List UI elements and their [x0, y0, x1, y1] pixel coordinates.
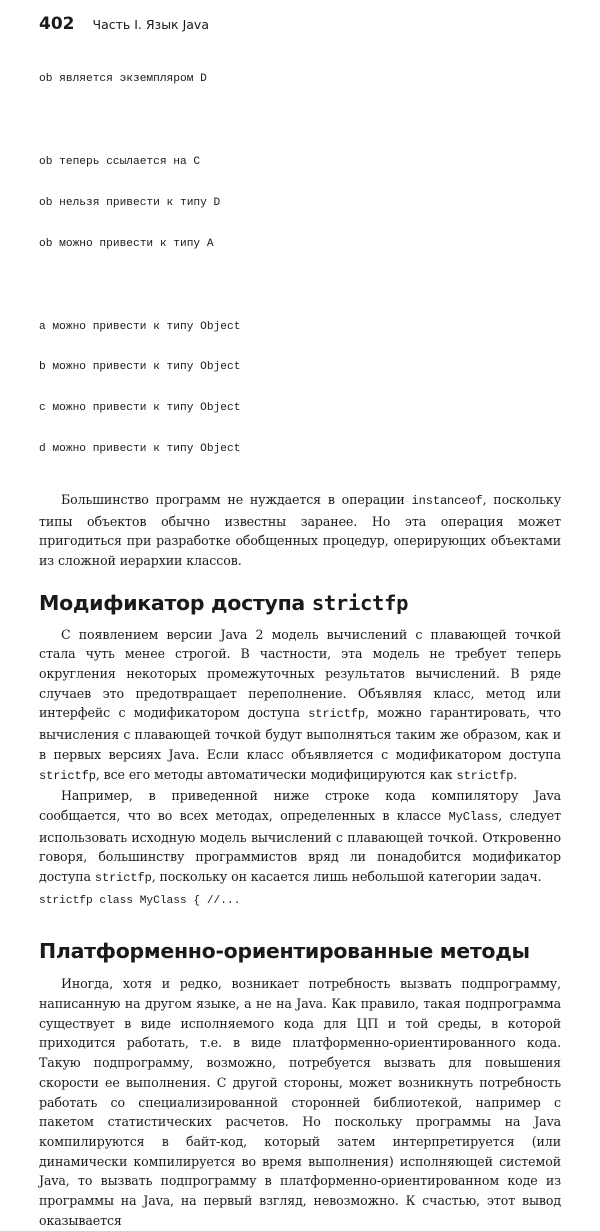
running-head	[39, 14, 561, 36]
output-line: a можно привести к типу Object	[39, 320, 241, 333]
book-page	[39, 14, 561, 1231]
output-line: b можно привести к типу Object	[39, 361, 241, 374]
output-line: c можно привести к типу Object	[39, 402, 241, 415]
instanceof-paragraph: Большинство программ не нуждается в операции instanceof, поскольку типы объектов обычно известны заранее. Но эта операция может пригодиться при разработке обобщенных процедур, оперирующих объектами из сложной иерархии классов.	[39, 491, 561, 568]
strictfp-heading: Модификатор доступа strictfp	[39, 590, 409, 615]
output-line: ob является экземпляром D	[39, 73, 207, 86]
strictfp-code-example: strictfp class MyClass { //...	[39, 894, 241, 907]
output-line: d можно привести к типу Object	[39, 443, 241, 456]
strictfp-paragraph-2: Например, в приведенной ниже строке кода компилятору Java сообщается, что во всех методах, определенных в классе MyClass, следует использовать исходную модель вычислений с плавающей точкой. Откровенно говоря, большинству программистов вряд ли понадобится модификатор доступа strictfp, поскольку он касается лишь небольшой категории задач.	[39, 788, 561, 886]
native-methods-heading: Платформенно-ориентированные методы	[39, 939, 530, 964]
native-methods-paragraph: Иногда, хотя и редко, возникает потребность вызвать подпрограмму, написанную на другом языке, а не на Java. Как правило, такая подпрограмма существует в виде исполняемого кода для ЦП и той среды, в которой приходится работать, т.е. в виде платформенно-ориентированного кода. Такую подпрограмму, возможно, потребуется вызвать для повышения скорости ее выполнения. С другой стороны, может возникнуть потребность работать со специализированной сторонней библиотекой, например с пакетом статистических расчетов. Но поскольку программы на Java компилируются в байт-код, который затем интерпретируется (или динамически компилируется во время выполнения) исполняющей системой Java, то вызвать подпрограмму в платформенно-ориентированном коде из программы на Java, на первый взгляд, невозможно. К счастью, этот вывод оказывается	[39, 976, 561, 1228]
strictfp-paragraph-1: С появлением версии Java 2 модель вычислений с плавающей точкой стала чуть менее строгой. В частности, эта модель не требует теперь округления некоторых промежуточных результатов вычислений. В ряде случаев это предотвращает переполнение. Объявляя класс, метод или интерфейс с модификатором доступа strictfp, можно гарантировать, что вычисления с плавающей точкой будут выполняться таким же образом, как и в первых версиях Java. Если класс объявляется с модификатором доступа strictfp, все его методы автоматически модифицируются как strictfp.	[39, 626, 561, 783]
program-output	[39, 46, 561, 484]
output-line: ob теперь ссылается на C	[39, 156, 201, 169]
running-section-title: Часть I. Язык Java	[92, 17, 209, 32]
page-number: 402	[39, 14, 75, 34]
output-line: ob можно привести к типу A	[39, 237, 214, 250]
output-line: ob нельзя привести к типу D	[39, 196, 221, 209]
